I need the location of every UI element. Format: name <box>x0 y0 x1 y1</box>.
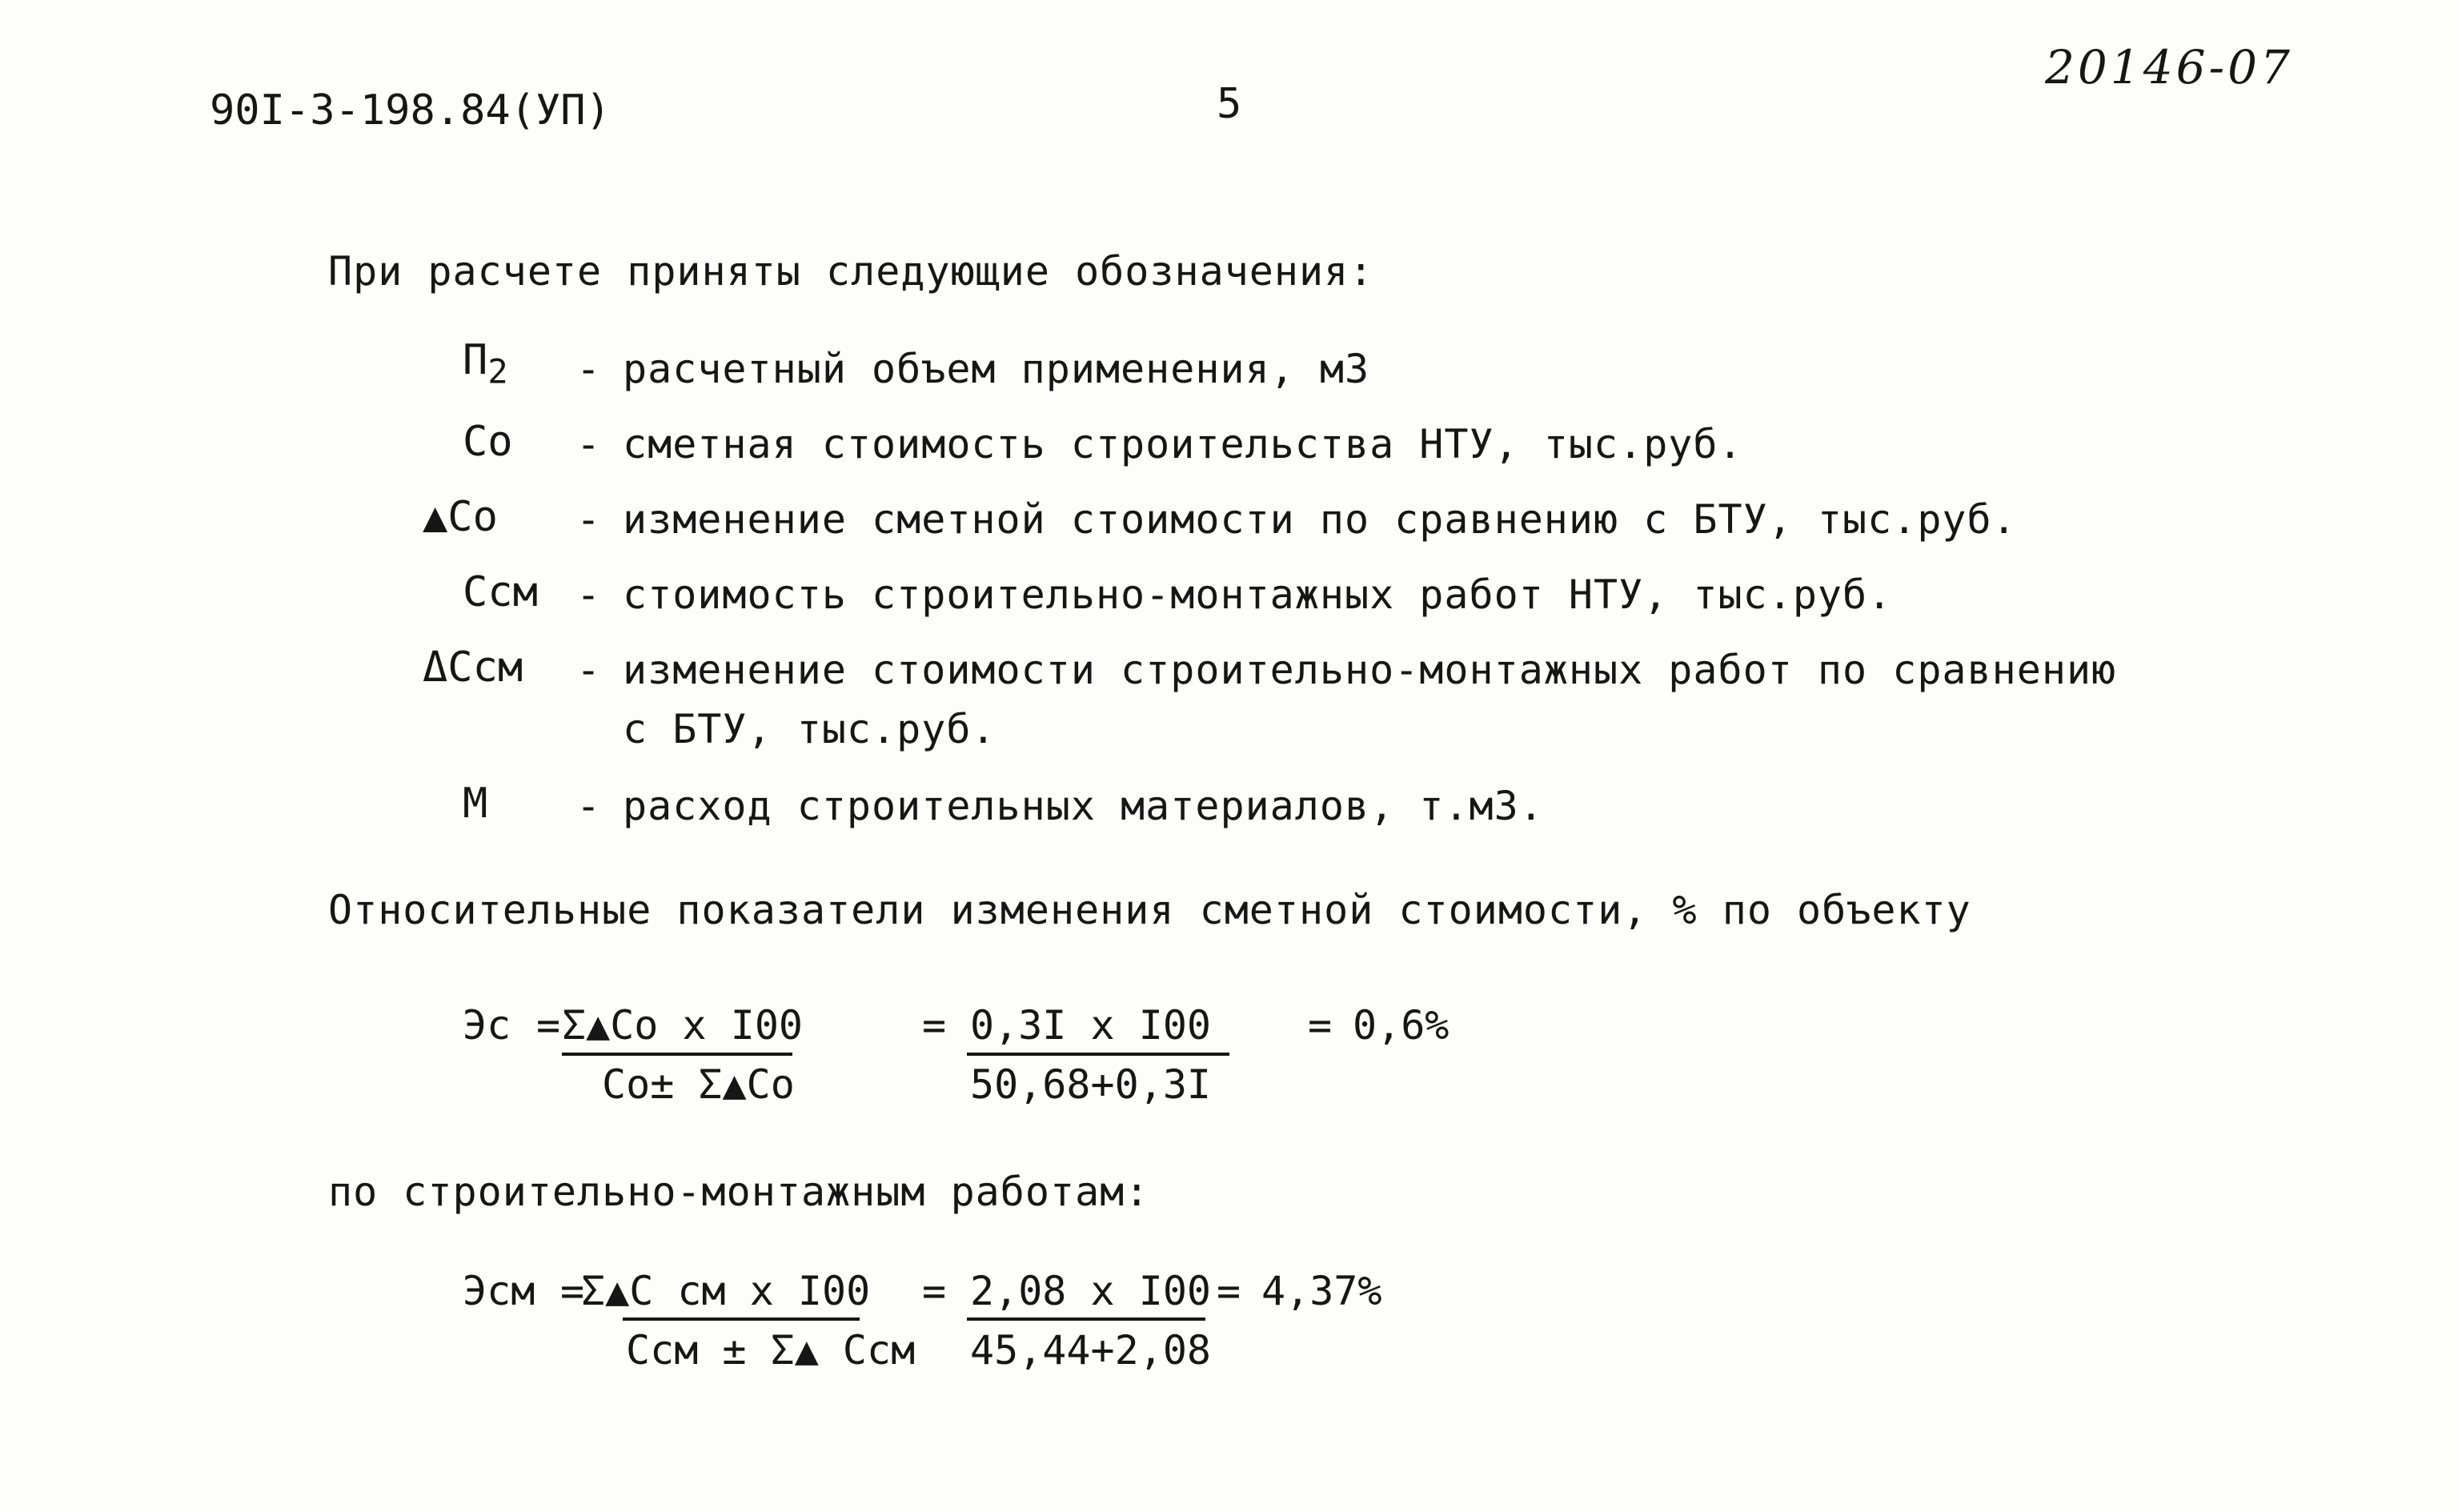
definition-symbol: ▲Со <box>423 493 498 541</box>
fraction-bar <box>967 1053 1229 1056</box>
definition-dash: - <box>576 496 602 543</box>
formula-equals: = <box>560 1268 585 1314</box>
fraction-bar <box>623 1317 860 1321</box>
definition-text: изменение стоимости строительно-монтажных работ по сравнению <box>623 647 2117 693</box>
definition-text: сметная стоимость строительства НТУ, тыс.руб. <box>623 421 1743 467</box>
smr-heading: по строительно-монтажным работам: <box>328 1169 1150 1215</box>
formula-numerator-value: 0,3I х I00 <box>970 1002 1212 1049</box>
definition-text: расчетный объем применения, м3 <box>623 346 1370 392</box>
definition-dash: - <box>576 647 602 693</box>
fraction-bar <box>967 1317 1205 1321</box>
formula-equals: = <box>922 1268 947 1314</box>
definition-dash: - <box>576 572 602 618</box>
formula-denominator-value: 45,44+2,08 <box>970 1327 1212 1374</box>
fraction-bar <box>562 1053 792 1056</box>
relative-heading: Относительные показатели изменения сметной стоимости, % по объекту <box>328 887 1971 933</box>
formula-equals: = <box>1217 1268 1241 1314</box>
formula-equals: = <box>536 1002 561 1049</box>
definition-text: расход строительных материалов, т.м3. <box>623 783 1544 829</box>
formula-denominator: Ссм ± Σ▲ Ссм <box>626 1327 916 1374</box>
formula-equals: = <box>922 1002 947 1049</box>
definition-symbol: М <box>463 780 488 828</box>
document-code: 90I-3-198.84(УП) <box>210 86 611 134</box>
formula-equals: = <box>1308 1002 1333 1049</box>
formula-result: 0,6% <box>1353 1002 1450 1049</box>
definition-symbol: $П_2$ <box>463 336 508 391</box>
definition-dash: - <box>576 783 602 829</box>
definition-symbol: ΔСсм <box>423 644 523 692</box>
formula-denominator: Со± Σ▲Со <box>602 1061 795 1108</box>
definition-dash: - <box>576 421 602 467</box>
formula-numerator: Σ▲С см х I00 <box>581 1268 871 1314</box>
definition-dash: - <box>576 346 602 392</box>
page-number: 5 <box>1217 80 1242 128</box>
formula-numerator-value: 2,08 х I00 <box>970 1268 1212 1314</box>
intro-text: При расчете приняты следующие обозначения: <box>328 248 1374 295</box>
definition-symbol: Со <box>463 418 513 466</box>
formula-lhs: Эсм <box>463 1268 535 1314</box>
definition-text: стоимость строительно-монтажных работ НТУ, тыс.руб. <box>623 572 1893 618</box>
formula-lhs: Эс <box>463 1002 511 1049</box>
definition-symbol: Ссм <box>463 568 538 616</box>
formula-numerator: Σ▲Со х I00 <box>562 1002 804 1049</box>
definition-text: изменение сметной стоимости по сравнению с БТУ, тыс.руб. <box>623 496 2017 543</box>
definition-text-continued: с БТУ, тыс.руб. <box>623 706 996 752</box>
formula-result: 4,37% <box>1261 1268 1382 1314</box>
formula-denominator-value: 50,68+0,3I <box>970 1061 1212 1108</box>
archive-number-handwritten: 20146-07 <box>2045 40 2293 94</box>
